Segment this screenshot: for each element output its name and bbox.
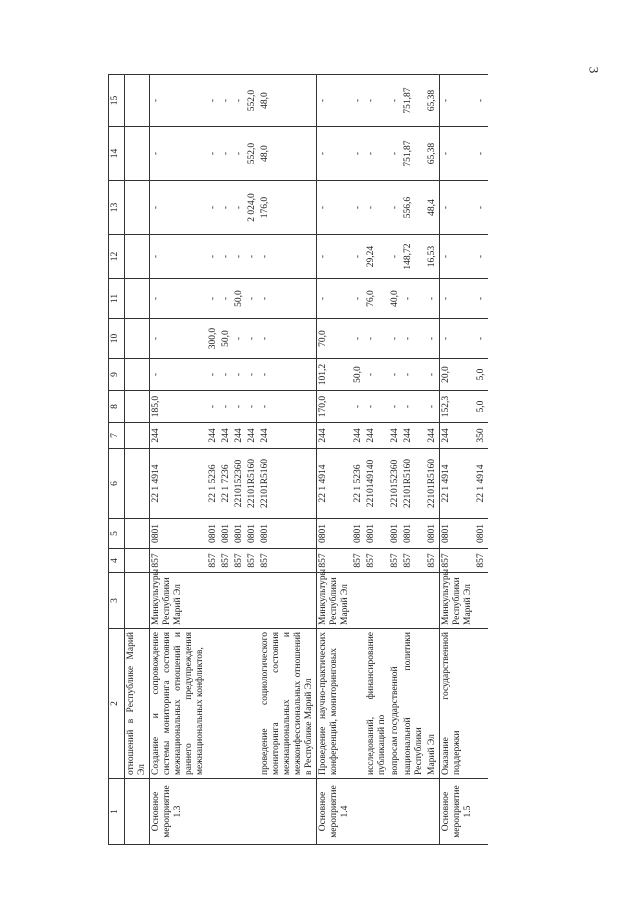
cell-col-9: 20,0 [440,359,476,391]
cell-col-13: - [233,181,246,235]
cell-col-8: - [389,391,402,423]
cell-col-4: 857 [207,549,220,573]
cell-col-1 [246,779,259,845]
cell-col-8: - [426,391,440,423]
cell-col-5: 0801 [246,519,259,549]
cell-col-6 [125,449,150,519]
cell-col-15: - [233,75,246,127]
cell-col-3 [426,573,440,629]
cell-col-15: - [207,75,220,127]
cell-col-7: 244 [246,423,259,449]
cell-col-9: - [220,359,233,391]
cell-col-14 [125,127,150,181]
cell-col-1: Основное мероприятие 1.5 [440,779,476,845]
cell-col-2 [246,629,259,779]
cell-col-14: 552,0 [246,127,259,181]
cell-col-6: 2210152360 [389,449,402,519]
cell-col-3 [207,573,220,629]
cell-col-14: - [233,127,246,181]
column-header-4: 4 [109,549,125,573]
cell-col-9: - [365,359,389,391]
cell-col-5: 0801 [475,519,488,549]
table-row [317,75,353,845]
cell-col-1 [259,779,317,845]
cell-col-4: 857 [426,549,440,573]
cell-col-2: Оказание государственной поддержки [440,629,476,779]
cell-col-13: - [317,181,353,235]
cell-col-11: - [475,279,488,319]
cell-col-13: - [365,181,389,235]
cell-col-4: 857 [220,549,233,573]
cell-col-2: Марий Эл [426,629,440,779]
cell-col-13: - [440,181,476,235]
cell-col-10: - [259,319,317,359]
cell-col-8: - [365,391,389,423]
cell-col-15: 48,0 [259,75,317,127]
header-row [109,75,125,845]
cell-col-6: 22 1 4914 [475,449,488,519]
column-header-12: 12 [109,235,125,279]
cell-col-15: - [317,75,353,127]
cell-col-11: - [317,279,353,319]
table-row [365,75,389,845]
cell-col-5: 0801 [150,519,208,549]
cell-col-13 [125,181,150,235]
cell-col-14: 48,0 [259,127,317,181]
cell-col-9: - [402,359,426,391]
cell-col-10: - [440,319,476,359]
cell-col-5: 0801 [352,519,365,549]
cell-col-8: - [352,391,365,423]
cell-col-10: - [475,319,488,359]
cell-col-8: - [402,391,426,423]
cell-col-2: исследований, финансирование публикаций по [365,629,389,779]
column-header-7: 7 [109,423,125,449]
cell-col-10: 70,0 [317,319,353,359]
cell-col-12: - [233,235,246,279]
cell-col-11: 50,0 [233,279,246,319]
cell-col-9: - [259,359,317,391]
cell-col-1 [389,779,402,845]
cell-col-15: - [352,75,365,127]
cell-col-13: - [352,181,365,235]
cell-col-15: - [365,75,389,127]
cell-col-9: - [207,359,220,391]
cell-col-1 [352,779,365,845]
cell-col-6: 2210152360 [233,449,246,519]
cell-col-14: 65,38 [426,127,440,181]
cell-col-4: 857 [402,549,426,573]
cell-col-7: 244 [426,423,440,449]
table-row [220,75,233,845]
cell-col-2: вопросам государственной [389,629,402,779]
cell-col-1 [402,779,426,845]
cell-col-10: - [389,319,402,359]
cell-col-5: 0801 [259,519,317,549]
cell-col-8: - [259,391,317,423]
cell-col-12: - [317,235,353,279]
cell-col-3 [246,573,259,629]
cell-col-15 [125,75,150,127]
cell-col-6: 22 1 7236 [220,449,233,519]
table-row [426,75,440,845]
cell-col-6: 22 1 5236 [352,449,365,519]
cell-col-7: 244 [233,423,246,449]
cell-col-7: 244 [207,423,220,449]
cell-col-4 [125,549,150,573]
page-number: 3 [586,66,602,74]
cell-col-1: Основное мероприятие 1.4 [317,779,353,845]
cell-col-1 [233,779,246,845]
cell-col-15: - [150,75,208,127]
cell-col-14: - [220,127,233,181]
cell-col-9: - [389,359,402,391]
table-row [352,75,365,845]
cell-col-15: - [389,75,402,127]
cell-col-13: - [220,181,233,235]
cell-col-6: 22101R5160 [426,449,440,519]
cell-col-11: - [426,279,440,319]
cell-col-12: - [475,235,488,279]
cell-col-9 [125,359,150,391]
column-header-8: 8 [109,391,125,423]
table-row [233,75,246,845]
cell-col-13: 48,4 [426,181,440,235]
cell-col-3: Минкультуры Республики Марий Эл [317,573,353,629]
cell-col-8: - [220,391,233,423]
cell-col-4: 857 [246,549,259,573]
cell-col-7: 244 [402,423,426,449]
cell-col-6: 22101R5160 [259,449,317,519]
cell-col-2 [352,629,365,779]
cell-col-1 [207,779,220,845]
cell-col-11: - [220,279,233,319]
cell-col-3 [220,573,233,629]
table-body [125,75,489,845]
cell-col-6: 22101R5160 [246,449,259,519]
cell-col-2: Создание и сопровождение системы мониторинга состояния межнациональных отношений и раннего предупреждения межнациональных конфликтов, [150,629,208,779]
cell-col-11: - [207,279,220,319]
cell-col-3 [125,573,150,629]
cell-col-11: - [150,279,208,319]
cell-col-12: - [440,235,476,279]
cell-col-8 [125,391,150,423]
column-header-10: 10 [109,319,125,359]
cell-col-14: 751,87 [402,127,426,181]
cell-col-10: - [402,319,426,359]
cell-col-11: - [246,279,259,319]
cell-col-11: 76,0 [365,279,389,319]
cell-col-4: 857 [440,549,476,573]
cell-col-9: 5,0 [475,359,488,391]
table-row [150,75,208,845]
cell-col-11 [125,279,150,319]
cell-col-9: - [426,359,440,391]
cell-col-5: 0801 [365,519,389,549]
cell-col-10: - [352,319,365,359]
column-header-9: 9 [109,359,125,391]
cell-col-4: 857 [150,549,208,573]
cell-col-2 [475,629,488,779]
cell-col-13: 556,6 [402,181,426,235]
cell-col-9: 101,2 [317,359,353,391]
table-row [440,75,476,845]
cell-col-9: 50,0 [352,359,365,391]
cell-col-14: - [207,127,220,181]
cell-col-9: - [150,359,208,391]
cell-col-6: 22 1 4914 [150,449,208,519]
cell-col-3 [259,573,317,629]
cell-col-3: Минкультуры Республики Марий Эл [440,573,476,629]
column-header-13: 13 [109,181,125,235]
cell-col-4: 857 [233,549,246,573]
cell-col-7: 244 [317,423,353,449]
table-row [389,75,402,845]
cell-col-12 [125,235,150,279]
cell-col-6: 22 1 4914 [440,449,476,519]
column-header-2: 2 [109,629,125,779]
cell-col-8: - [233,391,246,423]
table-row [207,75,220,845]
column-header-1: 1 [109,779,125,845]
cell-col-10: - [246,319,259,359]
cell-col-2: национальной политики Республики [402,629,426,779]
cell-col-1 [426,779,440,845]
cell-col-14: - [352,127,365,181]
cell-col-3: Минкультуры Республики Марий Эл [150,573,208,629]
cell-col-12: - [207,235,220,279]
cell-col-11: - [402,279,426,319]
cell-col-10: - [426,319,440,359]
cell-col-7: 350 [475,423,488,449]
cell-col-9: - [233,359,246,391]
cell-col-7: 244 [220,423,233,449]
cell-col-14: - [440,127,476,181]
cell-col-5: 0801 [440,519,476,549]
cell-col-15: - [220,75,233,127]
cell-col-10: - [365,319,389,359]
column-header-14: 14 [109,127,125,181]
cell-col-5: 0801 [389,519,402,549]
cell-col-15: 552,0 [246,75,259,127]
cell-col-7: 244 [259,423,317,449]
cell-col-10: - [233,319,246,359]
cell-col-7: 244 [389,423,402,449]
cell-col-5: 0801 [402,519,426,549]
cell-col-4: 857 [365,549,389,573]
cell-col-4: 857 [352,549,365,573]
cell-col-12: - [246,235,259,279]
cell-col-7: 244 [365,423,389,449]
cell-col-4: 857 [475,549,488,573]
cell-col-5 [125,519,150,549]
budget-table [108,74,488,845]
cell-col-3 [365,573,389,629]
cell-col-10: 300,0 [207,319,220,359]
cell-col-12: - [259,235,317,279]
cell-col-4: 857 [389,549,402,573]
cell-col-4: 857 [259,549,317,573]
cell-col-3 [475,573,488,629]
cell-col-12: 16,53 [426,235,440,279]
table-row [259,75,317,845]
cell-col-1 [365,779,389,845]
cell-col-5: 0801 [426,519,440,549]
cell-col-14: - [317,127,353,181]
cell-col-12: - [150,235,208,279]
cell-col-13: 2 024,0 [246,181,259,235]
cell-col-13: 176,0 [259,181,317,235]
column-header-6: 6 [109,449,125,519]
cell-col-1: Основное мероприятие 1.3 [150,779,208,845]
cell-col-5: 0801 [233,519,246,549]
cell-col-11: 40,0 [389,279,402,319]
cell-col-2 [233,629,246,779]
cell-col-11: - [440,279,476,319]
rotated-table-container [108,75,574,845]
cell-col-2: отношений в Республике Марий Эл [125,629,150,779]
cell-col-14: - [389,127,402,181]
cell-col-1 [475,779,488,845]
cell-col-5: 0801 [220,519,233,549]
cell-col-13: - [475,181,488,235]
cell-col-7: 244 [150,423,208,449]
cell-col-3 [352,573,365,629]
cell-col-6: 22101R5160 [402,449,426,519]
cell-col-14: - [475,127,488,181]
cell-col-12: 29,24 [365,235,389,279]
cell-col-8: 5,0 [475,391,488,423]
cell-col-11: - [352,279,365,319]
column-header-11: 11 [109,279,125,319]
cell-col-15: 65,38 [426,75,440,127]
cell-col-2: Проведение научно-практических конференций, мониторинговых [317,629,353,779]
cell-col-1 [220,779,233,845]
cell-col-8: 185,0 [150,391,208,423]
cell-col-3 [389,573,402,629]
cell-col-15: 751,87 [402,75,426,127]
cell-col-5: 0801 [317,519,353,549]
cell-col-14: - [150,127,208,181]
cell-col-3 [233,573,246,629]
column-header-3: 3 [109,573,125,629]
cell-col-12: - [352,235,365,279]
table-row [402,75,426,845]
cell-col-8: - [207,391,220,423]
column-header-5: 5 [109,519,125,549]
cell-col-7 [125,423,150,449]
cell-col-6: 2210149140 [365,449,389,519]
column-header-15: 15 [109,75,125,127]
cell-col-11: - [259,279,317,319]
cell-col-8: 152,3 [440,391,476,423]
cell-col-12: 148,72 [402,235,426,279]
cell-col-3 [402,573,426,629]
cell-col-13: - [207,181,220,235]
cell-col-12: - [389,235,402,279]
cell-col-13: - [150,181,208,235]
cell-col-4: 857 [317,549,353,573]
cell-col-15: - [440,75,476,127]
cell-col-2 [207,629,220,779]
cell-col-5: 0801 [207,519,220,549]
cell-col-2: проведение социологического мониторинга состояния межнациональных и межконфессиональных отношений в Республике Марий Эл [259,629,317,779]
cell-col-2 [220,629,233,779]
cell-col-10 [125,319,150,359]
cell-col-12: - [220,235,233,279]
cell-col-7: 244 [440,423,476,449]
cell-col-7: 244 [352,423,365,449]
cell-col-10: 50,0 [220,319,233,359]
table-row [125,75,150,845]
cell-col-10: - [150,319,208,359]
cell-col-1 [125,779,150,845]
table-row [475,75,488,845]
cell-col-14: - [365,127,389,181]
cell-col-6: 22 1 4914 [317,449,353,519]
cell-col-13: - [389,181,402,235]
table-row [246,75,259,845]
cell-col-6: 22 1 5236 [207,449,220,519]
cell-col-15: - [475,75,488,127]
cell-col-9: - [246,359,259,391]
cell-col-8: 170,0 [317,391,353,423]
cell-col-8: - [246,391,259,423]
